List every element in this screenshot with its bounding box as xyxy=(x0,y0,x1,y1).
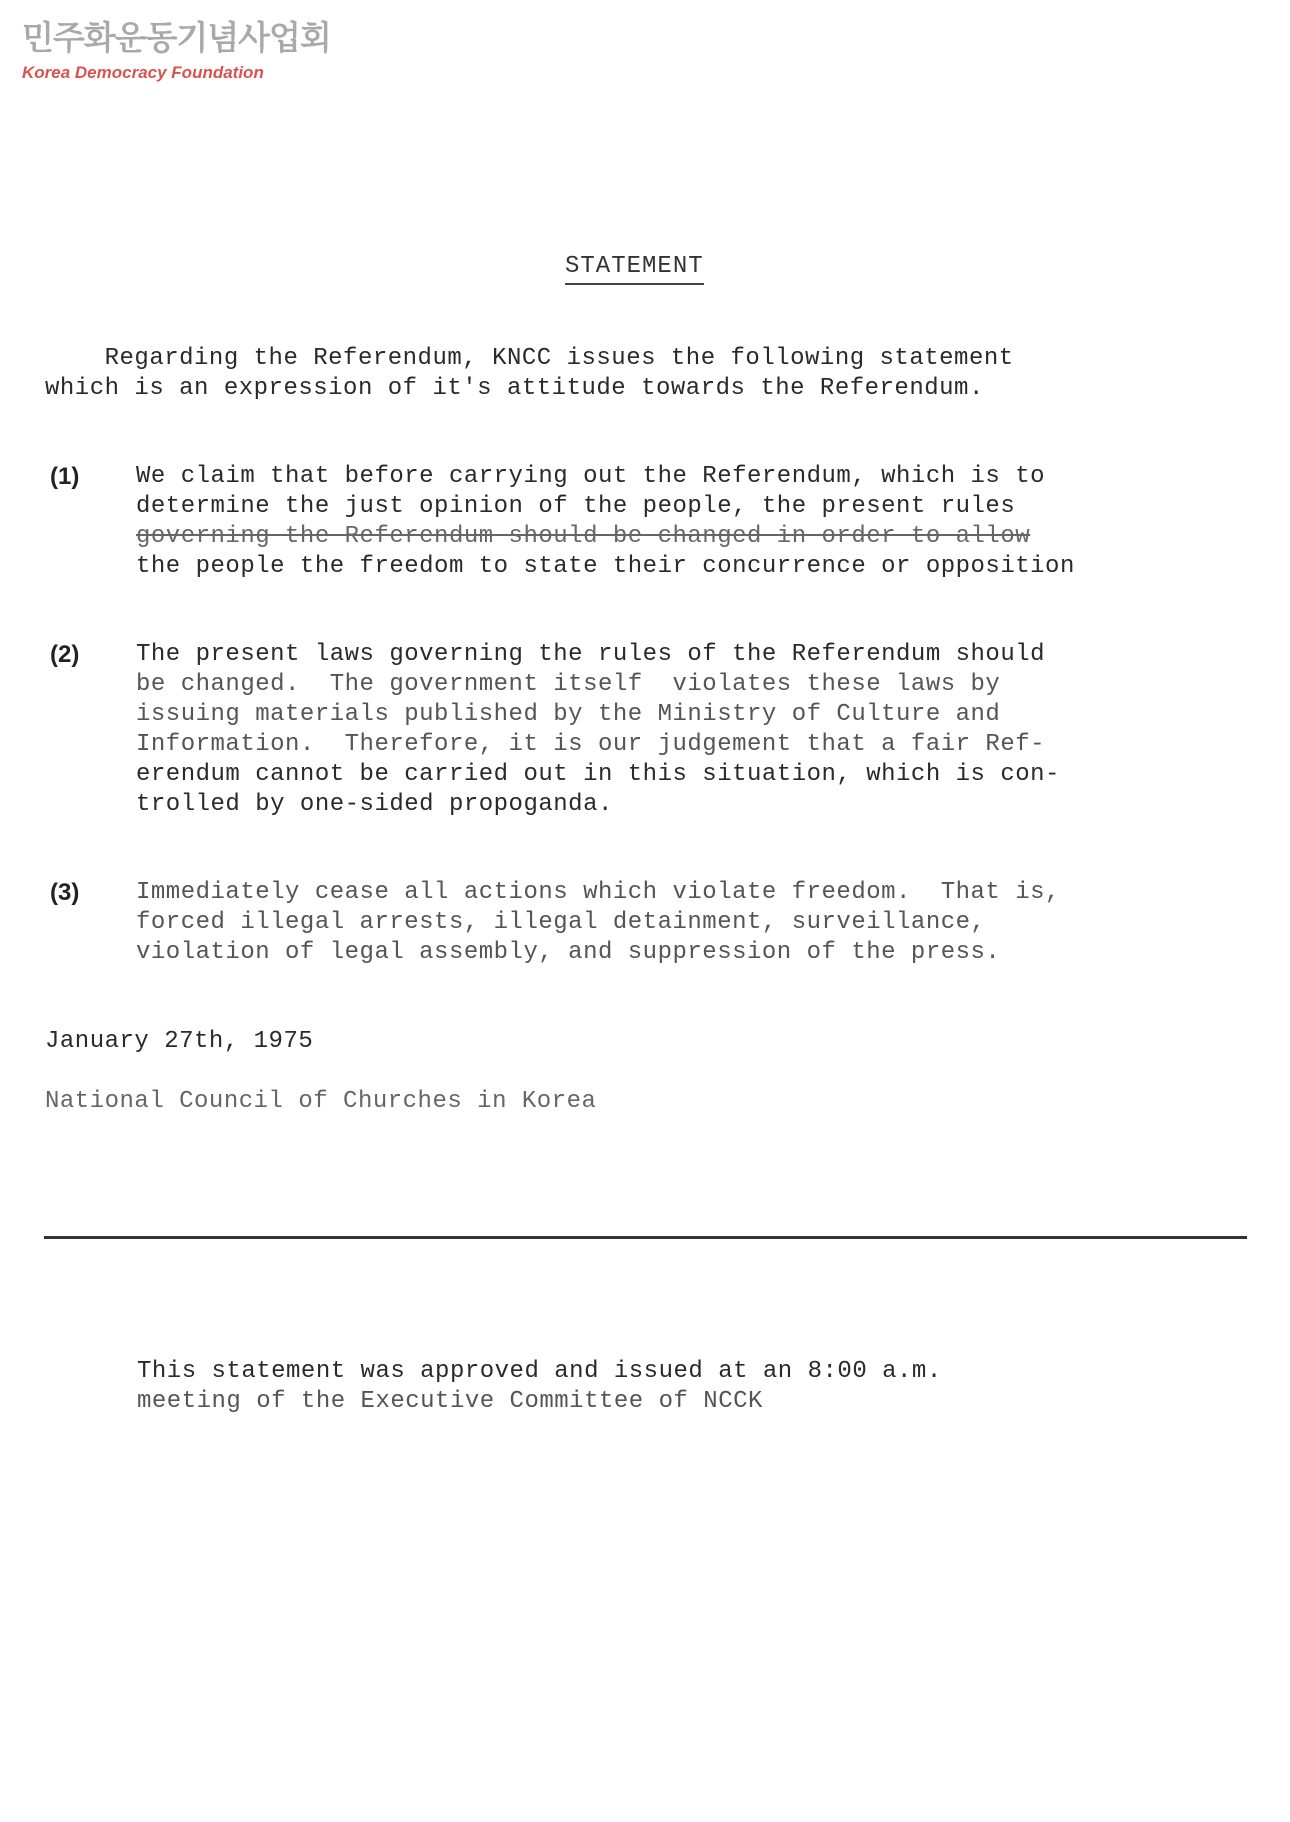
item-number: (1) xyxy=(50,463,80,490)
item-line: governing the Referendum should be changed in order to allow xyxy=(136,523,1031,550)
item-line: Immediately cease all actions which violate freedom. That is, xyxy=(136,879,1060,906)
intro-line: Regarding the Referendum, KNCC issues the following statement xyxy=(45,345,1014,372)
item-line: trolled by one-sided propoganda. xyxy=(136,791,613,818)
item-line: violation of legal assembly, and suppression of the press. xyxy=(136,939,1001,966)
footer-note xyxy=(137,1357,942,1417)
item-line: erendum cannot be carried out in this situation, which is con- xyxy=(136,761,1060,788)
divider-line xyxy=(44,1236,1247,1239)
intro-paragraph xyxy=(45,344,1014,404)
document-title: STATEMENT xyxy=(565,253,704,285)
watermark-logo xyxy=(22,18,331,84)
statement-date: January 27th, 1975 xyxy=(45,1028,314,1055)
item-line: issuing materials published by the Ministry of Culture and xyxy=(136,701,1001,728)
item-line: Information. Therefore, it is our judgement that a fair Ref- xyxy=(136,731,1046,758)
item-text xyxy=(136,462,1075,582)
watermark-english-text: Korea Democracy Foundation xyxy=(22,63,264,82)
item-line: We claim that before carrying out the Referendum, which is to xyxy=(136,463,1046,490)
issuing-organization: National Council of Churches in Korea xyxy=(45,1088,597,1115)
item-text xyxy=(136,878,1060,968)
item-line: forced illegal arrests, illegal detainment, surveillance, xyxy=(136,909,986,936)
item-line: be changed. The government itself violates these laws by xyxy=(136,671,1001,698)
watermark-korean-text: 민주화운동기념사업회 xyxy=(22,18,331,57)
item-line: determine the just opinion of the people, the present rules xyxy=(136,493,1016,520)
intro-line: which is an expression of it's attitude towards the Referendum. xyxy=(45,375,984,402)
footer-line: meeting of the Executive Committee of NCCK xyxy=(137,1388,763,1415)
item-number: (3) xyxy=(50,879,80,906)
item-number: (2) xyxy=(50,641,80,668)
item-line: the people the freedom to state their concurrence or opposition xyxy=(136,553,1075,580)
footer-line: This statement was approved and issued at an 8:00 a.m. xyxy=(137,1358,942,1385)
item-text xyxy=(136,640,1060,820)
item-line: The present laws governing the rules of the Referendum should xyxy=(136,641,1046,668)
